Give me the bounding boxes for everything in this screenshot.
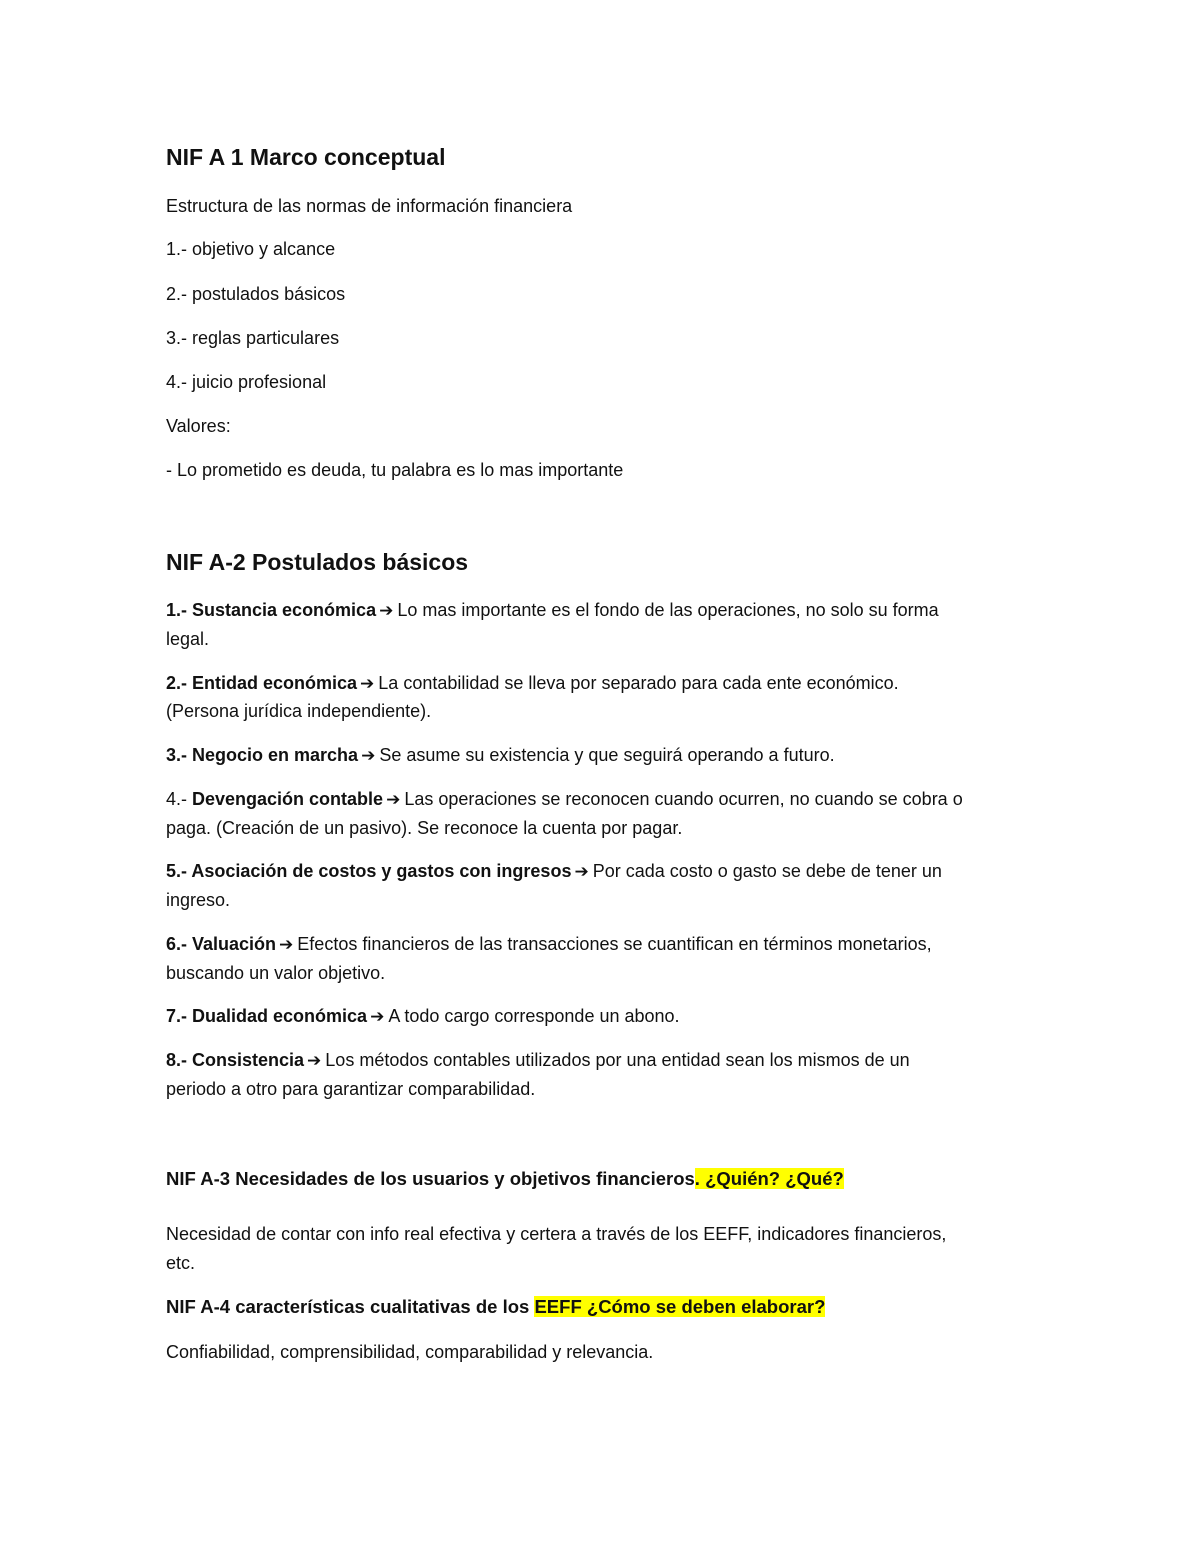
postulate-term: 1.- Sustancia económica (166, 600, 377, 620)
values-label: Valores: (166, 416, 231, 436)
section4-title (166, 1292, 1046, 1321)
postulate-1 (166, 596, 1046, 626)
postulate-desc: Por cada costo o gasto se debe de tener un (592, 861, 942, 881)
arrow-right-icon: ➔ (360, 674, 375, 694)
section3-title-text: NIF A-3 Necesidades de los usuarios y objetivos financieros (166, 1168, 695, 1189)
postulate-term: 3.- Negocio en marcha (166, 745, 359, 765)
section2-title: NIF A-2 Postulados básicos (166, 549, 469, 575)
postulate-desc: Lo mas importante es el fondo de las operaciones, no solo su forma (397, 600, 939, 620)
postulate-4 (166, 785, 1046, 815)
postulate-7 (166, 1002, 1046, 1032)
postulate-2 (166, 669, 1046, 699)
section3-title (166, 1164, 1046, 1193)
postulate-term: 5.- Asociación de costos y gastos con ingresos (166, 861, 572, 881)
postulate-number: 4.- (166, 789, 193, 809)
postulate-term: 7.- Dualidad económica (166, 1006, 368, 1026)
section4-body: Confiabilidad, comprensibilidad, comparabilidad y relevancia. (166, 1342, 654, 1362)
postulate-1-cont: legal. (166, 629, 210, 649)
arrow-right-icon: ➔ (574, 862, 589, 882)
section1-item-4: 4.- juicio profesional (166, 372, 327, 392)
postulate-desc: Las operaciones se reconocen cuando ocurren, no cuando se cobra o (404, 789, 963, 809)
section1-item-2: 2.- postulados básicos (166, 284, 346, 304)
postulate-3 (166, 741, 1046, 771)
section1-item-1: 1.- objetivo y alcance (166, 239, 336, 259)
section3-body-line2: etc. (166, 1253, 196, 1273)
postulate-5 (166, 857, 1046, 887)
arrow-right-icon: ➔ (361, 746, 376, 766)
postulate-term: Devengación contable (192, 789, 384, 809)
postulate-6 (166, 930, 1046, 960)
postulate-8 (166, 1046, 1046, 1076)
postulate-6-cont: buscando un valor objetivo. (166, 963, 386, 983)
arrow-right-icon: ➔ (279, 935, 294, 955)
postulate-term: 8.- Consistencia (166, 1050, 305, 1070)
postulate-term: 6.- Valuación (166, 934, 277, 954)
postulate-desc: Los métodos contables utilizados por una entidad sean los mismos de un (325, 1050, 910, 1070)
section4-title-text: NIF A-4 características cualitativas de los (166, 1296, 535, 1317)
postulate-8-cont: periodo a otro para garantizar comparabilidad. (166, 1079, 536, 1099)
postulate-desc: La contabilidad se lleva por separado para cada ente económico. (378, 673, 899, 693)
values-text: - Lo prometido es deuda, tu palabra es lo mas importante (166, 460, 624, 480)
postulate-2-cont: (Persona jurídica independiente). (166, 701, 432, 721)
postulate-4-cont: paga. (Creación de un pasivo). Se reconoce la cuenta por pagar. (166, 818, 683, 838)
postulate-desc: A todo cargo corresponde un abono. (388, 1006, 680, 1026)
section1-title: NIF A 1 Marco conceptual (166, 144, 446, 170)
section1-item-3: 3.- reglas particulares (166, 328, 340, 348)
postulate-5-cont: ingreso. (166, 890, 231, 910)
postulate-desc: Se asume su existencia y que seguirá operando a futuro. (379, 745, 835, 765)
arrow-right-icon: ➔ (379, 601, 394, 621)
postulate-desc: Efectos financieros de las transacciones se cuantifican en términos monetarios, (297, 934, 932, 954)
section4-highlight: EEFF ¿Cómo se deben elaborar? (534, 1296, 826, 1317)
section3-title-dot: . (694, 1168, 700, 1189)
postulate-term: 2.- Entidad económica (166, 673, 358, 693)
section1-subtitle: Estructura de las normas de información financiera (166, 196, 573, 216)
section3-highlight: ¿Quién? ¿Qué? (699, 1168, 844, 1189)
section3-body-line1: Necesidad de contar con info real efectiva y certera a través de los EEFF, indicadores financieros, (166, 1224, 947, 1244)
arrow-right-icon: ➔ (386, 790, 401, 810)
arrow-right-icon: ➔ (370, 1007, 385, 1027)
arrow-right-icon: ➔ (307, 1051, 322, 1071)
